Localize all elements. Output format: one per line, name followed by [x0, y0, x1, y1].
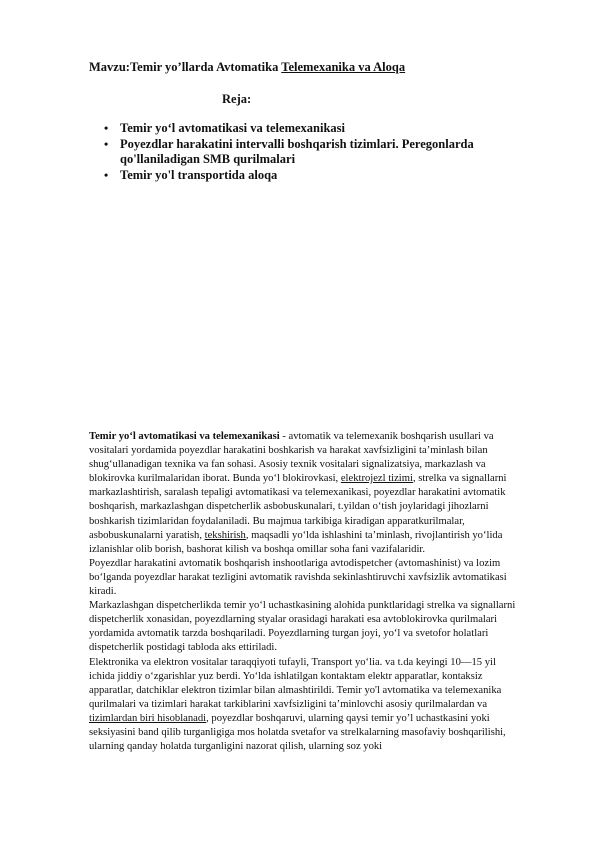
- paragraph-1: [89, 430, 519, 557]
- paragraph-text: , strelka va signallarni markazlashtirish, saralash tepaligi avtomatikasi va telemexanikasi, poyezdlar harakatini avtomatik boshqarish, markazlashgan dispetcherlik asbobuskunalari, t.yildan o‘tish joylaridagi jihozlarni boshkarish tizimlaridan foydalaniladi. Bu majmua tarkibiga kiradigan apparatkurilmalar, asbobuskunalarni yaratish,: [89, 473, 507, 541]
- plan-heading: Reja:: [222, 92, 252, 106]
- title-underlined: Telemexanika va Aloqa: [281, 60, 406, 74]
- plan-item: • Temir yo‘l avtomatikasi va telemexanikasi: [104, 121, 544, 137]
- plan-item: • Poyezdlar harakatini intervalli boshqarish tizimlari. Peregonlarda qo'llaniladigan SMB qurilmalari: [104, 137, 544, 168]
- paragraph-text: Elektronika va elektron vositalar taraqqiyoti tufayli, Transport yo‘lia. va t.da keyingi 10—15 yil ichida jiddiy o‘zgarishlar yuz berdi. Yo‘lda ishlatilgan kontaktam elektr apparatlar, kontaksiz apparatlar, datchiklar elektron tizimlar bilan almashtirildi. Temir yo'l avtomatika va telemexanika qurilmalari va tizimlari harakat tarkiblarini xavfsizligini ta’minlovchi asosiy qurilmalardan va: [89, 656, 502, 710]
- document-title: [89, 60, 405, 75]
- link-tekshirish[interactable]: tekshirish: [204, 529, 246, 541]
- plan-item: • Temir yo'l transportida aloqa: [104, 168, 544, 184]
- title-prefix: Mavzu:Temir yo’llarda Avtomatika: [89, 60, 282, 74]
- paragraph-text: , poyezdlar boshqaruvi, ularning qaysi temir yo’l uchastkasini yoki seksiyasini band qilib turganligiga mos holatda svetafor va strelkalarning masofaviy boshqarilishi, ularning qanday holatda turganligini nazorat qilish, ularning soz yoki: [89, 712, 506, 753]
- link-tizimlardan[interactable]: tizimlardan biri hisoblanadi: [89, 712, 207, 724]
- paragraph-text: , maqsadli yo‘lda ishlashini ta’minlash, rivojlantirish yo‘lida izlanishlar olib borish, bashorat kilish va boshqa omillar soha fani vazifalaridir.: [89, 529, 503, 555]
- paragraph-2: Poyezdlar harakatini avtomatik boshqarish inshootlariga avtodispetcher (avtomashinist) va lozim bo‘lganda poyezdlar harakat tezligini avtomatik ravishda sekinlashtiruvchi xavfsizlik avtomatikasi kiradi.: [89, 557, 507, 598]
- link-elektrojezl[interactable]: elektrojezl tizimi: [340, 473, 413, 485]
- paragraph-4: [89, 656, 519, 755]
- body-text: [89, 430, 519, 754]
- plan-list: [104, 121, 544, 183]
- paragraph-lead: Temir yo‘l avtomatikasi va telemexanikasi: [89, 431, 280, 442]
- paragraph-3: Markazlashgan dispetcherlikda temir yo‘l uchastkasining alohida punktlaridagi strelka va signallarni dispetcherlik xonasidan, poyezdlarning styalar orasidagi harakati esa avtoblokirovka qurilmalari yordamida avtomatik tarzda boshqariladi. Poyezdlarning turgan joyi, yo‘l va svetofor holatlari dispetcherlik postidagi tabloda aks ettiriladi.: [89, 600, 516, 654]
- paragraph-text: - avtomatik va telemexanik boshqarish usullari va vositalari yordamida poyezdlar harakatini boshkarish va harakat xavfsizligini ta’minlash bilan shug‘ullanadigan texnika va fan sohasi. Asosiy texnik vositalari signalizatsiya, markazlash va blokirovka kurilmalaridan iborat. Bunda yo‘l blokirovkasi,: [89, 431, 494, 485]
